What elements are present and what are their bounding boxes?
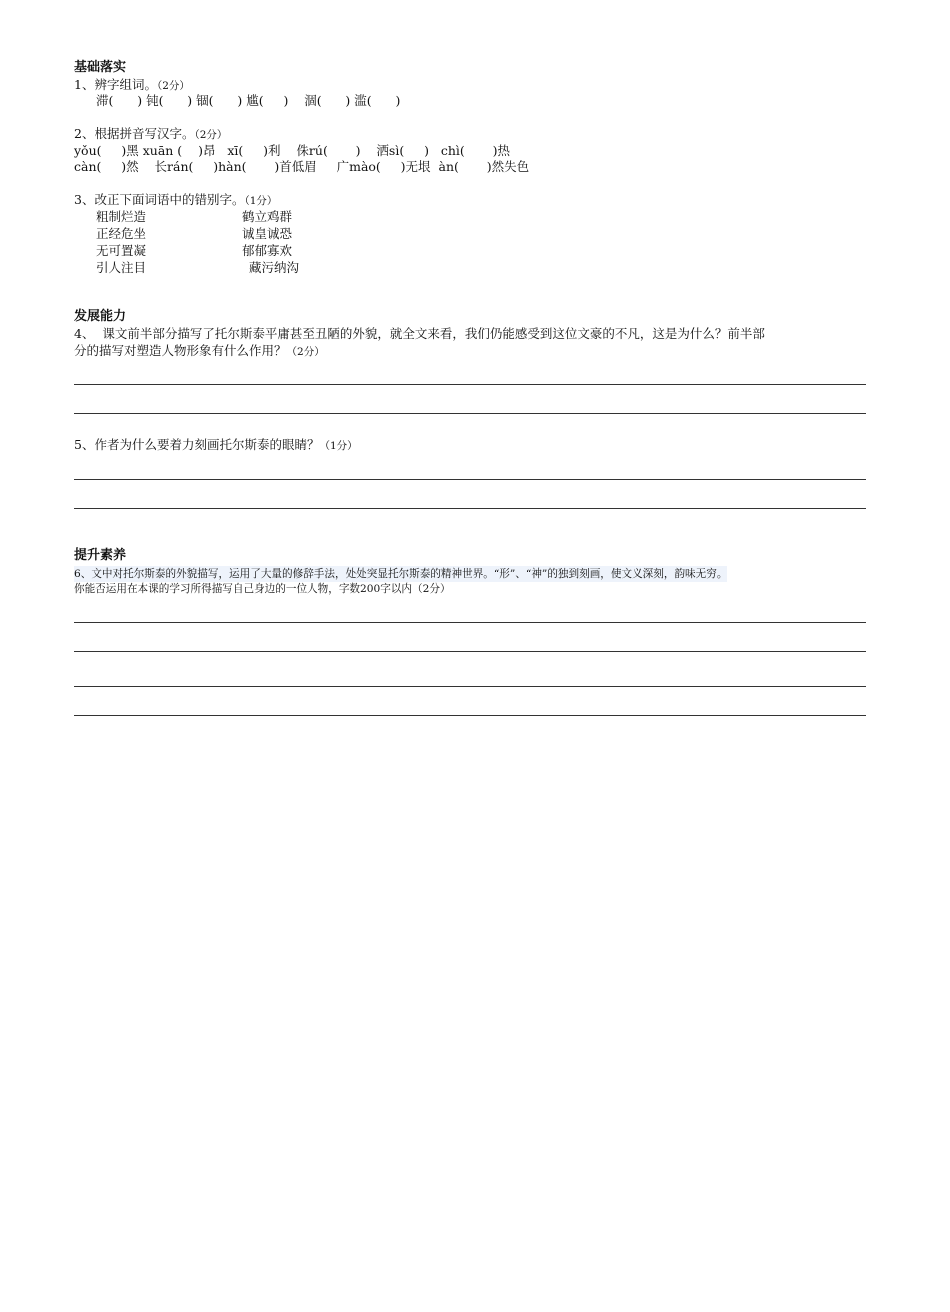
question-3-word-left-4: 引人注目 [96,260,147,275]
question-3-word-left-2: 正经危坐 [96,226,147,241]
question-2-score: （2分） [194,129,228,141]
question-1-stem: 1、辨字组词。 [74,77,157,92]
answer-line-q5-1[interactable] [74,479,866,480]
question-3-word-left-3: 无可置凝 [96,243,147,258]
answer-line-q6-3[interactable] [74,686,866,687]
question-1-items[interactable]: 滞( ) 钝( ) 锢( ) 尴( ) 涸( ) 滥( ) [96,93,401,108]
question-3-word-right-2: 诚皇诚恐 [242,226,293,241]
question-1 [74,77,190,94]
question-2 [74,126,227,143]
question-5-score: （1分） [319,440,358,452]
question-1-score: （2分） [156,80,190,92]
question-3 [74,192,277,209]
question-5-stem: 5、作者为什么要着力刻画托尔斯泰的眼睛？ [74,437,320,452]
answer-line-q6-2[interactable] [74,651,866,652]
question-3-score: （1分） [244,195,278,207]
question-3-word-left-1: 粗制烂造 [96,209,147,224]
question-4-line-2 [74,343,325,360]
question-4-line-2-text: 分的描写对塑造人物形象有什么作用？ [74,343,287,358]
answer-line-q4-1[interactable] [74,384,866,385]
question-3-stem: 3、改正下面词语中的错别字。 [74,192,245,207]
question-2-row-2[interactable]: càn( )然 长rán( )hàn( )首低眉 广mào( )无垠 àn( )然失色 [74,159,530,174]
question-5 [74,437,358,454]
answer-line-q6-4[interactable] [74,715,866,716]
section-title-improvement: 提升素养 [74,548,127,563]
question-2-stem: 2、根据拼音写汉字。 [74,126,195,141]
question-6-line-2: 你能否运用在本课的学习所得描写自己身边的一位人物，字数200字以内（2分） [74,583,451,595]
answer-line-q6-1[interactable] [74,622,866,623]
question-3-word-right-1: 鹤立鸡群 [242,209,293,224]
question-3-word-right-3: 郁郁寡欢 [242,243,293,258]
question-4-score: （2分） [286,346,325,358]
section-title-development: 发展能力 [74,309,127,324]
section-title-basics: 基础落实 [74,60,127,75]
answer-line-q4-2[interactable] [74,413,866,414]
question-6-line-1: 6、文中对托尔斯泰的外貌描写，运用了大量的修辞手法，处处突显托尔斯泰的精神世界。“形”、“神”的独到刻画，使文义深刻，韵味无穷。 [74,568,728,580]
question-3-word-right-4: 藏污纳沟 [249,260,300,275]
question-4-line-1: 4、 课文前半部分描写了托尔斯泰平庸甚至丑陋的外貌，就全文来看，我们仍能感受到这位文豪的不凡，这是为什么？前半部 [74,326,765,341]
answer-line-q5-2[interactable] [74,508,866,509]
question-2-row-1[interactable]: yǒu( )黑 xuān ( )昂 xī( )利 侏rú( ) 洒sì( ) chì( )热 [74,143,510,158]
